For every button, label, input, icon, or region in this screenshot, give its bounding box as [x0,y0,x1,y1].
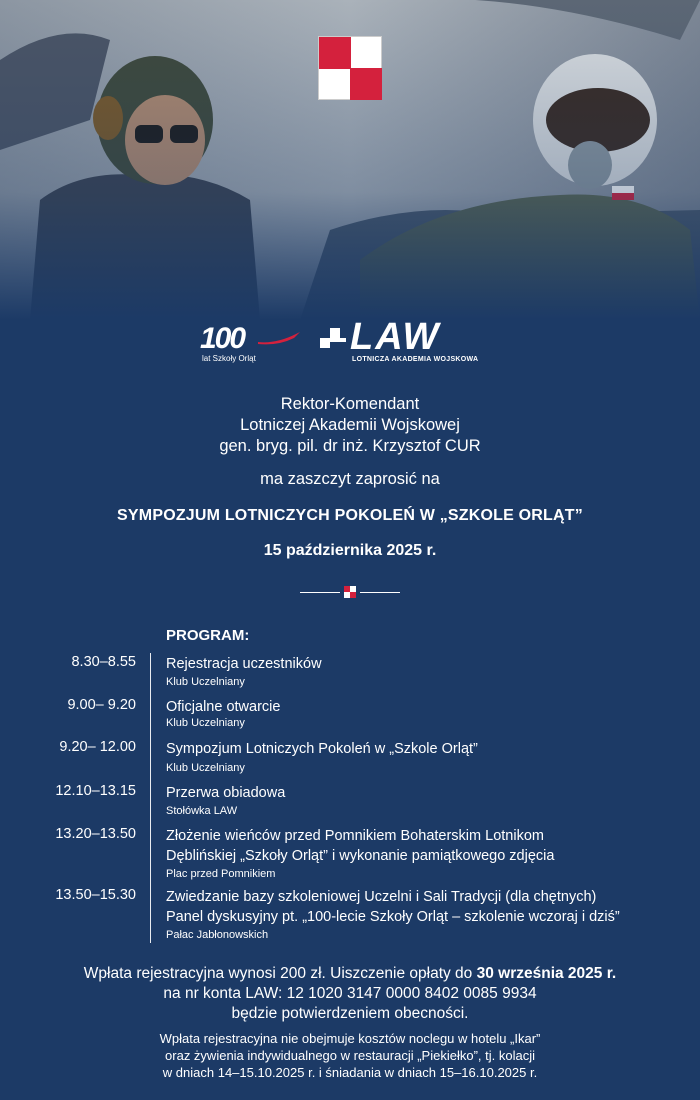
logo-law-word: LAW [350,316,441,358]
logo-law [320,316,510,366]
note-line-3: w dniach 14–15.10.2025 r. i śniadania w dniach 15–16.10.2025 r. [162,1065,538,1080]
logo-100-caption: lat Szkoły Orląt [202,354,256,363]
program-time: 13.20–13.50 [55,826,136,842]
program-desc-line-2: Dęblińskiej „Szkoły Orląt” i wykonanie pamiątkowego zdjęcia [166,848,555,864]
fee-line-3: będzie potwierdzeniem obecności. [231,1005,469,1022]
program-time: 9.20– 12.00 [59,739,136,755]
polish-air-force-checkerboard-icon [318,36,382,100]
program-time: 9.00– 9.20 [67,697,136,713]
logo-100-lat [198,322,308,366]
hero-photo [0,0,700,320]
program-desc: Rejestracja uczestników [166,656,322,672]
divider [300,586,400,598]
program-heading: PROGRAM: [166,627,250,644]
program-place: Klub Uczelniany [166,762,245,774]
fee-line-1 [0,964,700,984]
program-place: Klub Uczelniany [166,717,245,729]
event-title: SYMPOZJUM LOTNICZYCH POKOLEŃ W „SZKOLE ORLĄT” [117,507,583,524]
note-line-1: Wpłata rejestracyjna nie obejmuje kosztów noclegu w hotelu „Ikar” [159,1031,541,1046]
program-place: Klub Uczelniany [166,676,245,688]
note-line-2: oraz żywienia indywidualnego w restauracji „Piekiełko”, tj. kolacji [165,1048,535,1063]
logos-row [0,318,700,368]
law-checker-mark-icon [320,328,348,352]
logo-law-caption: LOTNICZA AKADEMIA WOJSKOWA [352,356,479,363]
program-desc-line-2: Panel dyskusyjny pt. „100-lecie Szkoły Orląt – szkolenie wczoraj i dziś” [166,909,620,925]
program-desc: Przerwa obiadowa [166,785,286,801]
program-desc: Sympozjum Lotniczych Pokoleń w „Szkole Orląt” [166,741,478,757]
invite-text: ma zaszczyt zaprosić na [260,470,440,488]
rektor-line-1: Rektor-Komendant [280,395,420,413]
program-time: 13.50–15.30 [55,887,136,903]
note-block [0,1030,700,1081]
checkerboard-divider-icon [344,586,356,598]
program-timeline-line [150,653,151,943]
fee-deadline: 30 września 2025 r. [476,965,617,982]
program-time: 12.10–13.15 [55,783,136,799]
program-desc: Oficjalne otwarcie [166,699,281,715]
plane-icon [256,328,302,348]
program-desc-line-1: Złożenie wieńców przed Pomnikiem Bohaterskim Lotnikom [166,828,544,844]
fee-line-1-text: Wpłata rejestracyjna wynosi 200 zł. Uiszczenie opłaty do [83,965,477,982]
rektor-line-2: Lotniczej Akademii Wojskowej [240,416,460,434]
event-date: 15 października 2025 r. [263,542,437,559]
rektor-block [0,394,700,457]
fee-account-line: na nr konta LAW: 12 1020 3147 0000 8402 0085 9934 [163,985,537,1002]
program-time: 8.30–8.55 [71,654,136,670]
fee-block [0,964,700,1024]
program-desc-line-1: Zwiedzanie bazy szkoleniowej Uczelni i Sali Tradycji (dla chętnych) [166,889,597,905]
program-place: Stołówka LAW [166,805,238,817]
rektor-line-3: gen. bryg. pil. dr inż. Krzysztof CUR [219,437,481,455]
program-place: Plac przed Pomnikiem [166,868,276,880]
program-place: Pałac Jabłonowskich [166,929,269,941]
logo-100-number: 100 [200,322,245,355]
